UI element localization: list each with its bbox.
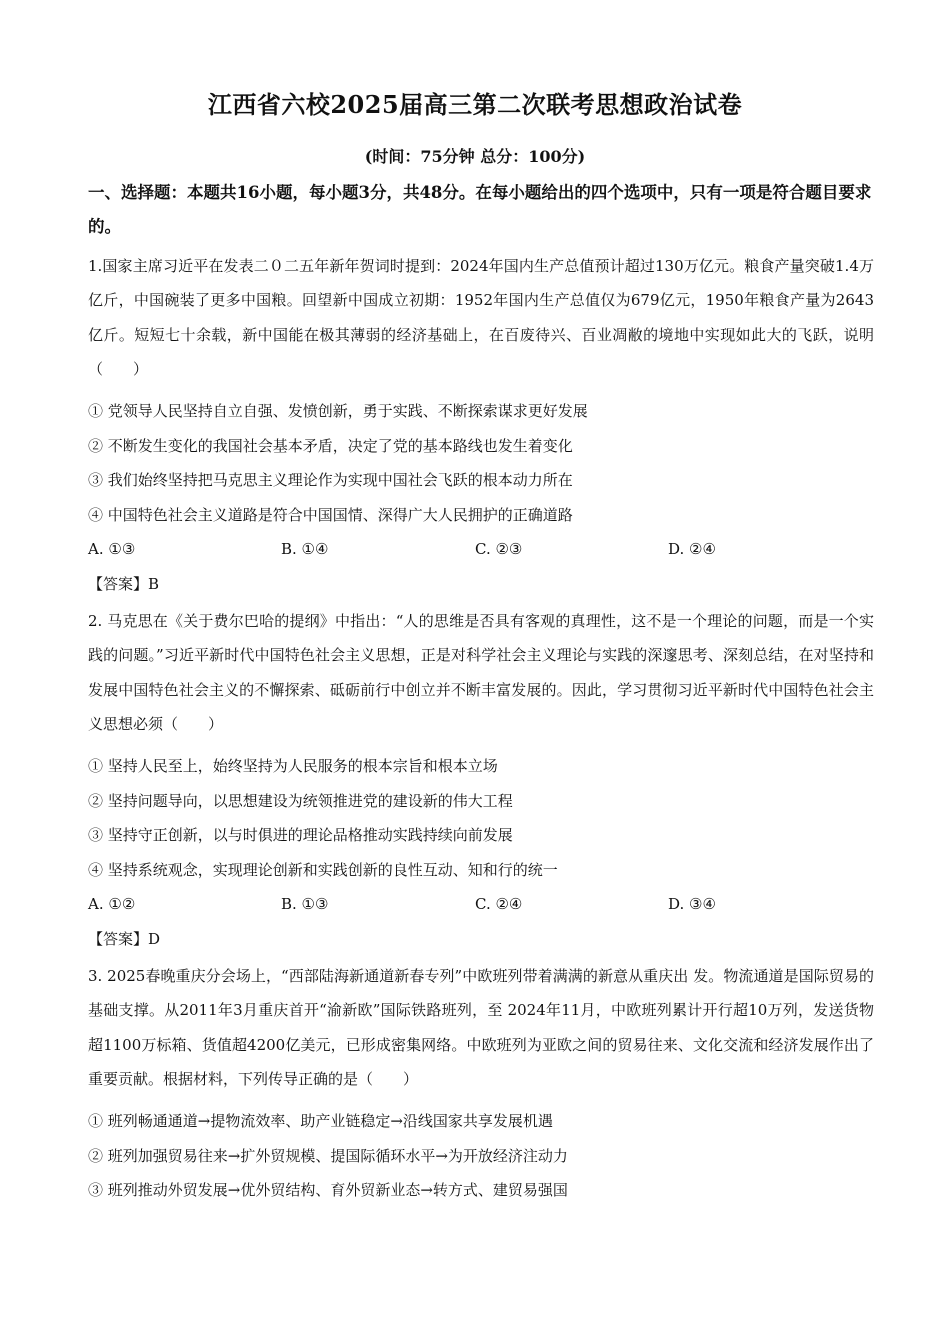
- question-1-option-3: ③ 我们始终坚持把马克思主义理论作为实现中国社会飞跃的根本动力所在: [88, 471, 573, 489]
- question-1-option-2: ② 不断发生变化的我国社会基本矛盾，决定了党的基本路线也发生着变化: [88, 437, 573, 455]
- question-3-option-1: ① 班列畅通通道→提物流效率、助产业链稳定→沿线国家共享发展机遇: [88, 1112, 553, 1130]
- section-heading: 一、选择题：本题共16小题，每小题3分，共48分。在每小题给出的四个选项中，只有一项是符合题目要求的。: [88, 183, 872, 236]
- exam-subtitle: (时间：75分钟 总分：100分): [364, 147, 586, 166]
- question-1-choice-a: A. ①③: [88, 540, 136, 558]
- question-1-answer: 【答案】B: [88, 575, 160, 593]
- question-2-choice-a: A. ①②: [88, 895, 136, 913]
- question-2-choice-c: C. ②④: [475, 895, 523, 913]
- question-1-option-4: ④ 中国特色社会主义道路是符合中国国情、深得广大人民拥护的正确道路: [88, 506, 573, 524]
- question-1-stem: 1.国家主席习近平在发表二０二五年新年贺词时提到：2024年国内生产总值预计超过130万亿元。粮食产量突破1.4万亿斤，中国碗装了更多中国粮。回望新中国成立初期：1952年国内生产总值仅为679亿元，1950年粮食产量为2643亿斤。短短七十余载，新中国能在极其薄弱的经济基础上，在百废待兴、百业凋敝的境地中实现如此大的飞跃，说明（ ）: [88, 257, 874, 378]
- question-3-option-2: ② 班列加强贸易往来→扩外贸规模、提国际循环水平→为开放经济注动力: [88, 1147, 568, 1165]
- exam-title: 江西省六校2025届高三第二次联考思想政治试卷: [207, 90, 743, 119]
- question-1-choice-d: D. ②④: [668, 540, 716, 558]
- question-2-option-1: ① 坚持人民至上，始终坚持为人民服务的根本宗旨和根本立场: [88, 757, 498, 775]
- question-2-stem: 2. 马克思在《关于费尔巴哈的提纲》中指出：“人的思维是否具有客观的真理性，这不是一个理论的问题，而是一个实践的问题。”习近平新时代中国特色社会主义思想，正是对科学社会主义理论与实践的深邃思考、深刻总结，在对坚持和发展中国特色社会主义的不懈探索、砥砺前行中创立并不断丰富发展的。因此，学习贯彻习近平新时代中国特色社会主义思想必须（ ）: [88, 612, 874, 733]
- question-2-answer: 【答案】D: [88, 930, 161, 948]
- question-1-option-1: ① 党领导人民坚持自立自强、发愤创新，勇于实践、不断探索谋求更好发展: [88, 402, 588, 420]
- question-1-choice-b: B. ①④: [281, 540, 329, 558]
- question-1-choices: [88, 537, 878, 561]
- question-3-option-3: ③ 班列推动外贸发展→优外贸结构、育外贸新业态→转方式、建贸易强国: [88, 1181, 568, 1199]
- question-2-choices: [88, 892, 878, 916]
- question-2-option-4: ④ 坚持系统观念，实现理论创新和实践创新的良性互动、知和行的统一: [88, 861, 558, 879]
- question-1-choice-c: C. ②③: [475, 540, 523, 558]
- question-2-choice-b: B. ①③: [281, 895, 329, 913]
- question-2-choice-d: D. ③④: [668, 895, 716, 913]
- question-2-option-2: ② 坚持问题导向，以思想建设为统领推进党的建设新的伟大工程: [88, 792, 513, 810]
- question-2-option-3: ③ 坚持守正创新，以与时俱进的理论品格推动实践持续向前发展: [88, 826, 513, 844]
- question-3-stem: 3. 2025春晚重庆分会场上，“西部陆海新通道新春专列”中欧班列带着满满的新意从重庆出 发。物流通道是国际贸易的基础支撑。从2011年3月重庆首开“渝新欧”国际铁路班列，至 2024年11月，中欧班列累计开行超10万列，发送货物超1100万标箱、货值超4200亿美元，已形成密集网络。中欧班列为亚欧之间的贸易往来、文化交流和经济发展作出了重要贡献。根据材料，下列传导正确的是（ ）: [88, 967, 874, 1088]
